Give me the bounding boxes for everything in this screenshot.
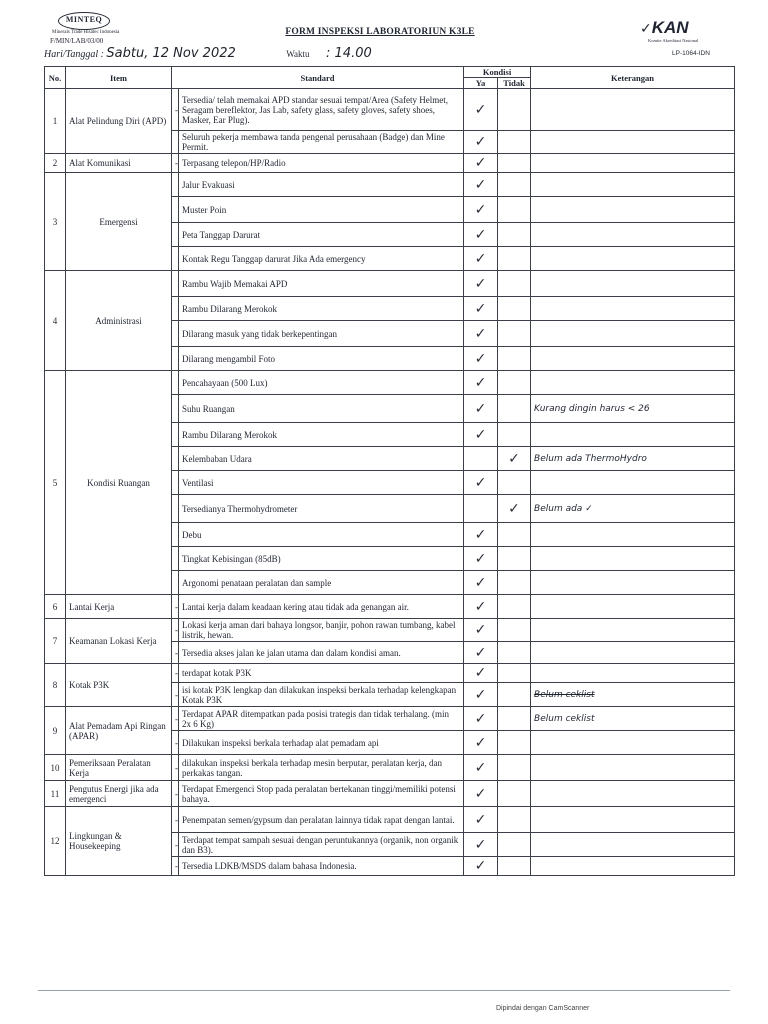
- row-dash: [172, 571, 179, 595]
- table-row: [45, 755, 735, 781]
- row-keterangan[interactable]: [531, 173, 735, 197]
- row-standard: Terdapat Emergenci Stop pada peralatan bertekanan tinggi/memiliki potensi bahaya.: [179, 781, 464, 807]
- row-item: Pemeriksaan Peralatan Kerja: [66, 755, 172, 781]
- row-number: 5: [45, 371, 66, 595]
- check-mark-icon: ✓: [474, 201, 487, 218]
- kondisi-ya-cell[interactable]: [464, 471, 498, 495]
- hari-label: Hari/Tanggal :: [44, 49, 104, 60]
- row-standard: Dilakukan inspeksi berkala terhadap alat pemadam api: [179, 731, 464, 755]
- row-number: 12: [45, 807, 66, 876]
- row-dash: [172, 495, 179, 523]
- check-mark-icon: ✓: [474, 374, 487, 391]
- row-item: Administrasi: [66, 271, 172, 371]
- row-standard: isi kotak P3K lengkap dan dilakukan inspeksi berkala terhadap kelengkapan Kotak P3K: [179, 683, 464, 707]
- row-keterangan[interactable]: [531, 571, 735, 595]
- kondisi-ya-cell[interactable]: [464, 297, 498, 321]
- kondisi-tidak-cell[interactable]: [498, 154, 531, 173]
- row-standard: Tersedia/ telah memakai APD standar sesuai tempat/Area (Safety Helmet, Seragam bereflektor, Jas Lab, safety glass, safety gloves, safety shoes, Masker, Ear Plug).: [179, 89, 464, 131]
- kondisi-ya-cell[interactable]: [464, 619, 498, 642]
- kondisi-tidak-cell[interactable]: [498, 755, 531, 781]
- row-standard: Dilarang masuk yang tidak berkepentingan: [179, 321, 464, 347]
- row-item: Kotak P3K: [66, 664, 172, 707]
- row-keterangan[interactable]: [531, 642, 735, 664]
- check-mark-icon: ✓: [474, 325, 487, 342]
- check-mark-icon: ✓: [474, 550, 487, 567]
- row-dash: -: [172, 683, 179, 707]
- row-keterangan[interactable]: [531, 495, 735, 523]
- kondisi-ya-cell[interactable]: [464, 223, 498, 247]
- kondisi-tidak-cell[interactable]: [498, 321, 531, 347]
- row-dash: [172, 223, 179, 247]
- row-item: Alat Pelindung Diri (APD): [66, 89, 172, 154]
- row-keterangan[interactable]: [531, 223, 735, 247]
- kondisi-ya-cell[interactable]: [464, 807, 498, 833]
- col-tidak: Tidak: [498, 78, 531, 89]
- kondisi-ya-cell[interactable]: [464, 755, 498, 781]
- kondisi-tidak-cell[interactable]: [498, 423, 531, 447]
- row-dash: -: [172, 731, 179, 755]
- row-keterangan[interactable]: [531, 395, 735, 423]
- row-standard: Tersedia akses jalan ke jalan utama dan dalam kondisi aman.: [179, 642, 464, 664]
- row-dash: [172, 447, 179, 471]
- row-dash: [172, 197, 179, 223]
- row-keterangan[interactable]: [531, 731, 735, 755]
- row-keterangan[interactable]: [531, 297, 735, 321]
- kondisi-tidak-cell[interactable]: [498, 781, 531, 807]
- check-mark-icon: ✓: [474, 400, 487, 417]
- kondisi-ya-cell[interactable]: [464, 321, 498, 347]
- kondisi-ya-cell[interactable]: [464, 857, 498, 876]
- row-keterangan[interactable]: [531, 471, 735, 495]
- kondisi-tidak-cell[interactable]: [498, 173, 531, 197]
- kondisi-ya-cell[interactable]: [464, 642, 498, 664]
- check-mark-icon: ✓: [474, 598, 487, 615]
- row-standard: Muster Poin: [179, 197, 464, 223]
- kondisi-tidak-cell[interactable]: [498, 271, 531, 297]
- kondisi-ya-cell[interactable]: [464, 571, 498, 595]
- check-mark-icon: ✓: [474, 226, 487, 243]
- check-mark-icon: ✓: [474, 710, 487, 727]
- row-keterangan[interactable]: [531, 154, 735, 173]
- check-mark-icon: ✓: [474, 250, 487, 267]
- kondisi-ya-cell[interactable]: [464, 247, 498, 271]
- table-row: [45, 89, 735, 131]
- row-standard: Suhu Ruangan: [179, 395, 464, 423]
- row-standard: Debu: [179, 523, 464, 547]
- row-item: Emergensi: [66, 173, 172, 271]
- kondisi-ya-cell[interactable]: [464, 833, 498, 857]
- row-dash: [172, 297, 179, 321]
- row-standard: Pencahayaan (500 Lux): [179, 371, 464, 395]
- row-standard: Lantai kerja dalam keadaan kering atau tidak ada genangan air.: [179, 595, 464, 619]
- row-keterangan[interactable]: [531, 447, 735, 471]
- row-standard: Argonomi penataan peralatan dan sample: [179, 571, 464, 595]
- row-item: Pengutus Energi jika ada emergenci: [66, 781, 172, 807]
- row-dash: [172, 131, 179, 154]
- row-item: Keamanan Lokasi Kerja: [66, 619, 172, 664]
- inspection-table: [44, 66, 735, 876]
- kondisi-ya-cell[interactable]: [464, 707, 498, 731]
- check-mark-icon: ✓: [508, 450, 520, 467]
- row-dash: [172, 523, 179, 547]
- col-no: No.: [45, 67, 66, 89]
- col-item: Item: [66, 67, 172, 89]
- kondisi-tidak-cell[interactable]: [498, 807, 531, 833]
- row-item: Lantai Kerja: [66, 595, 172, 619]
- kondisi-ya-cell[interactable]: [464, 547, 498, 571]
- check-mark-icon: ✓: [474, 426, 487, 443]
- row-number: 2: [45, 154, 66, 173]
- kondisi-tidak-cell[interactable]: [498, 523, 531, 547]
- table-row: [45, 154, 735, 173]
- row-standard: Jalur Evakuasi: [179, 173, 464, 197]
- row-standard: Tingkat Kebisingan (85dB): [179, 547, 464, 571]
- row-item: Kondisi Ruangan: [66, 371, 172, 595]
- kondisi-ya-cell[interactable]: [464, 89, 498, 131]
- kondisi-tidak-cell[interactable]: [498, 347, 531, 371]
- footer-divider: [38, 990, 730, 991]
- row-standard: Kontak Regu Tanggap darurat Jika Ada emergency: [179, 247, 464, 271]
- check-mark-icon: ✓: [474, 734, 487, 751]
- row-dash: [172, 347, 179, 371]
- check-mark-icon: ✓: [474, 836, 487, 853]
- row-standard: Seluruh pekerja membawa tanda pengenal perusahaan (Badge) dan Mine Permit.: [179, 131, 464, 154]
- check-mark-icon: ✓: [474, 665, 487, 681]
- row-dash: -: [172, 833, 179, 857]
- row-standard: Rambu Wajib Memakai APD: [179, 271, 464, 297]
- row-item: Alat Pemadam Api Ringan (APAR): [66, 707, 172, 755]
- kondisi-ya-cell[interactable]: [464, 447, 498, 471]
- check-mark-icon: ✓: [474, 574, 487, 591]
- check-mark-icon: ✓: [474, 858, 487, 874]
- row-number: 10: [45, 755, 66, 781]
- row-dash: -: [172, 707, 179, 731]
- row-keterangan[interactable]: [531, 664, 735, 683]
- table-row: [45, 707, 735, 731]
- col-kondisi: Kondisi: [464, 67, 531, 78]
- kondisi-tidak-cell[interactable]: [498, 707, 531, 731]
- row-keterangan[interactable]: [531, 755, 735, 781]
- check-mark-icon: ✓: [474, 759, 487, 776]
- keterangan-text: Belum ada ✓: [534, 503, 593, 514]
- row-dash: [172, 321, 179, 347]
- row-keterangan[interactable]: [531, 321, 735, 347]
- kan-logo: ✓KAN: [640, 18, 689, 37]
- kondisi-ya-cell[interactable]: [464, 731, 498, 755]
- check-mark-icon: ✓: [474, 101, 487, 118]
- row-standard: terdapat kotak P3K: [179, 664, 464, 683]
- kondisi-tidak-cell[interactable]: [498, 619, 531, 642]
- row-keterangan[interactable]: [531, 595, 735, 619]
- kondisi-ya-cell[interactable]: [464, 131, 498, 154]
- row-keterangan[interactable]: [531, 271, 735, 297]
- check-mark-icon: ✓: [508, 500, 520, 517]
- document-code: F/MIN/LAB/03/00: [50, 37, 104, 45]
- check-mark-icon: ✓: [474, 526, 487, 543]
- table-row: [45, 781, 735, 807]
- row-dash: [172, 371, 179, 395]
- row-number: 4: [45, 271, 66, 371]
- col-standard: Standard: [172, 67, 464, 89]
- row-standard: Dilarang mengambil Foto: [179, 347, 464, 371]
- kondisi-ya-cell[interactable]: [464, 173, 498, 197]
- kondisi-tidak-cell[interactable]: [498, 371, 531, 395]
- kondisi-ya-cell[interactable]: [464, 664, 498, 683]
- minteq-logo: MINTEQ: [58, 12, 110, 30]
- row-number: 8: [45, 664, 66, 707]
- row-keterangan[interactable]: [531, 781, 735, 807]
- row-dash: [172, 173, 179, 197]
- check-mark-icon: ✓: [474, 474, 487, 491]
- hari-value: Sabtu, 12 Nov 2022: [106, 46, 236, 61]
- kondisi-tidak-cell[interactable]: [498, 247, 531, 271]
- table-row: [45, 271, 735, 297]
- row-dash: -: [172, 664, 179, 683]
- kan-subtitle: Komite Akreditasi Nasional: [648, 38, 699, 43]
- row-dash: -: [172, 781, 179, 807]
- kondisi-tidak-cell[interactable]: [498, 833, 531, 857]
- row-number: 7: [45, 619, 66, 664]
- row-dash: -: [172, 807, 179, 833]
- row-keterangan[interactable]: [531, 347, 735, 371]
- check-mark-icon: ✓: [474, 155, 487, 171]
- check-mark-icon: ✓: [474, 134, 487, 150]
- kondisi-tidak-cell[interactable]: [498, 571, 531, 595]
- kondisi-ya-cell[interactable]: [464, 347, 498, 371]
- waktu-value: : 14.00: [326, 46, 372, 61]
- row-standard: Terdapat tempat sampah sesuai dengan peruntukannya (organik, non organik dan B3).: [179, 833, 464, 857]
- row-item: Alat Komunikasi: [66, 154, 172, 173]
- check-mark-icon: ✓: [474, 686, 487, 703]
- kondisi-tidak-cell[interactable]: [498, 471, 531, 495]
- row-standard: Ventilasi: [179, 471, 464, 495]
- table-row: [45, 371, 735, 395]
- row-standard: Penempatan semen/gypsum dan peralatan lainnya tidak rapat dengan lantai.: [179, 807, 464, 833]
- row-keterangan[interactable]: [531, 547, 735, 571]
- row-standard: Tersedianya Thermohydrometer: [179, 495, 464, 523]
- row-keterangan[interactable]: [531, 807, 735, 833]
- table-row: [45, 619, 735, 642]
- row-standard: Peta Tanggap Darurat: [179, 223, 464, 247]
- row-keterangan[interactable]: [531, 683, 735, 707]
- row-keterangan[interactable]: [531, 247, 735, 271]
- kondisi-ya-cell[interactable]: [464, 781, 498, 807]
- keterangan-text: Kurang dingin harus < 26: [534, 403, 650, 414]
- row-dash: -: [172, 595, 179, 619]
- table-row: [45, 173, 735, 197]
- kondisi-tidak-cell[interactable]: [498, 89, 531, 131]
- row-keterangan[interactable]: [531, 371, 735, 395]
- check-mark-icon: ✓: [474, 275, 487, 292]
- kondisi-ya-cell[interactable]: [464, 197, 498, 223]
- kondisi-tidak-cell[interactable]: [498, 595, 531, 619]
- kondisi-tidak-cell[interactable]: [498, 395, 531, 423]
- table-header-row: [45, 67, 735, 78]
- check-mark-icon: ✓: [474, 300, 487, 317]
- row-standard: Rambu Dilarang Merokok: [179, 423, 464, 447]
- row-standard: Tersedia LDKB/MSDS dalam bahasa Indonesia.: [179, 857, 464, 876]
- table-row: [45, 664, 735, 683]
- kondisi-tidak-cell[interactable]: [498, 731, 531, 755]
- row-dash: [172, 247, 179, 271]
- kondisi-tidak-cell[interactable]: [498, 447, 531, 471]
- kondisi-ya-cell[interactable]: [464, 683, 498, 707]
- kondisi-ya-cell[interactable]: [464, 595, 498, 619]
- row-keterangan[interactable]: [531, 131, 735, 154]
- keterangan-text: Belum ceklist: [534, 689, 595, 700]
- row-keterangan[interactable]: [531, 523, 735, 547]
- row-keterangan[interactable]: [531, 857, 735, 876]
- kan-code: LP-1064-IDN: [672, 50, 710, 57]
- row-keterangan[interactable]: [531, 197, 735, 223]
- kondisi-ya-cell[interactable]: [464, 371, 498, 395]
- row-number: 9: [45, 707, 66, 755]
- date-line: [44, 46, 372, 61]
- row-number: 6: [45, 595, 66, 619]
- check-mark-icon: ✓: [474, 811, 487, 828]
- check-mark-icon: ✓: [474, 350, 487, 367]
- kondisi-tidak-cell[interactable]: [498, 495, 531, 523]
- row-standard: Terdapat APAR ditempatkan pada posisi trategis dan tidak terhalang. (min 2x 6 Kg): [179, 707, 464, 731]
- row-keterangan[interactable]: [531, 423, 735, 447]
- row-dash: -: [172, 154, 179, 173]
- row-keterangan[interactable]: [531, 619, 735, 642]
- kondisi-tidak-cell[interactable]: [498, 197, 531, 223]
- kondisi-tidak-cell[interactable]: [498, 297, 531, 321]
- row-number: 1: [45, 89, 66, 154]
- row-dash: -: [172, 89, 179, 131]
- row-dash: [172, 271, 179, 297]
- company-subtitle: Minerals Trade Hisatec Indonesia: [52, 30, 120, 35]
- row-keterangan[interactable]: [531, 89, 735, 131]
- keterangan-text: Belum ada ThermoHydro: [534, 453, 647, 464]
- row-number: 3: [45, 173, 66, 271]
- row-dash: -: [172, 619, 179, 642]
- row-dash: [172, 547, 179, 571]
- kondisi-ya-cell[interactable]: [464, 271, 498, 297]
- scanner-watermark: Dipindai dengan CamScanner: [496, 1005, 590, 1012]
- kondisi-ya-cell[interactable]: [464, 154, 498, 173]
- kondisi-tidak-cell[interactable]: [498, 664, 531, 683]
- kondisi-tidak-cell[interactable]: [498, 131, 531, 154]
- row-item: Lingkungan & Housekeeping: [66, 807, 172, 876]
- row-dash: -: [172, 755, 179, 781]
- form-title: FORM INSPEKSI LABORATORIUN K3LE: [285, 27, 475, 37]
- row-dash: -: [172, 642, 179, 664]
- row-standard: Rambu Dilarang Merokok: [179, 297, 464, 321]
- row-keterangan[interactable]: [531, 707, 735, 731]
- table-row: [45, 807, 735, 833]
- kondisi-tidak-cell[interactable]: [498, 223, 531, 247]
- row-dash: [172, 423, 179, 447]
- keterangan-text: Belum ceklist: [534, 713, 595, 724]
- table-row: [45, 595, 735, 619]
- kondisi-ya-cell[interactable]: [464, 495, 498, 523]
- row-keterangan[interactable]: [531, 833, 735, 857]
- check-mark-icon: ✓: [474, 785, 487, 802]
- kondisi-tidak-cell[interactable]: [498, 857, 531, 876]
- row-standard: dilakukan inspeksi berkala terhadap mesin berputar, peralatan kerja, dan perkakas tangan.: [179, 755, 464, 781]
- kondisi-ya-cell[interactable]: [464, 395, 498, 423]
- row-dash: -: [172, 857, 179, 876]
- check-mark-icon: ✓: [474, 622, 487, 638]
- kondisi-ya-cell[interactable]: [464, 423, 498, 447]
- row-standard: Terpasang telepon/HP/Radio: [179, 154, 464, 173]
- check-mark-icon: ✓: [474, 176, 487, 193]
- row-number: 11: [45, 781, 66, 807]
- kondisi-tidak-cell[interactable]: [498, 683, 531, 707]
- row-dash: [172, 471, 179, 495]
- row-standard: Kelembaban Udara: [179, 447, 464, 471]
- check-mark-icon: ✓: [474, 644, 487, 661]
- row-standard: Lokasi kerja aman dari bahaya longsor, banjir, pohon rawan tumbang, kabel listrik, hewan.: [179, 619, 464, 642]
- col-keterangan: Keterangan: [531, 67, 735, 89]
- waktu-label: Waktu: [286, 49, 310, 59]
- col-ya: Ya: [464, 78, 498, 89]
- kondisi-ya-cell[interactable]: [464, 523, 498, 547]
- row-dash: [172, 395, 179, 423]
- kondisi-tidak-cell[interactable]: [498, 642, 531, 664]
- kondisi-tidak-cell[interactable]: [498, 547, 531, 571]
